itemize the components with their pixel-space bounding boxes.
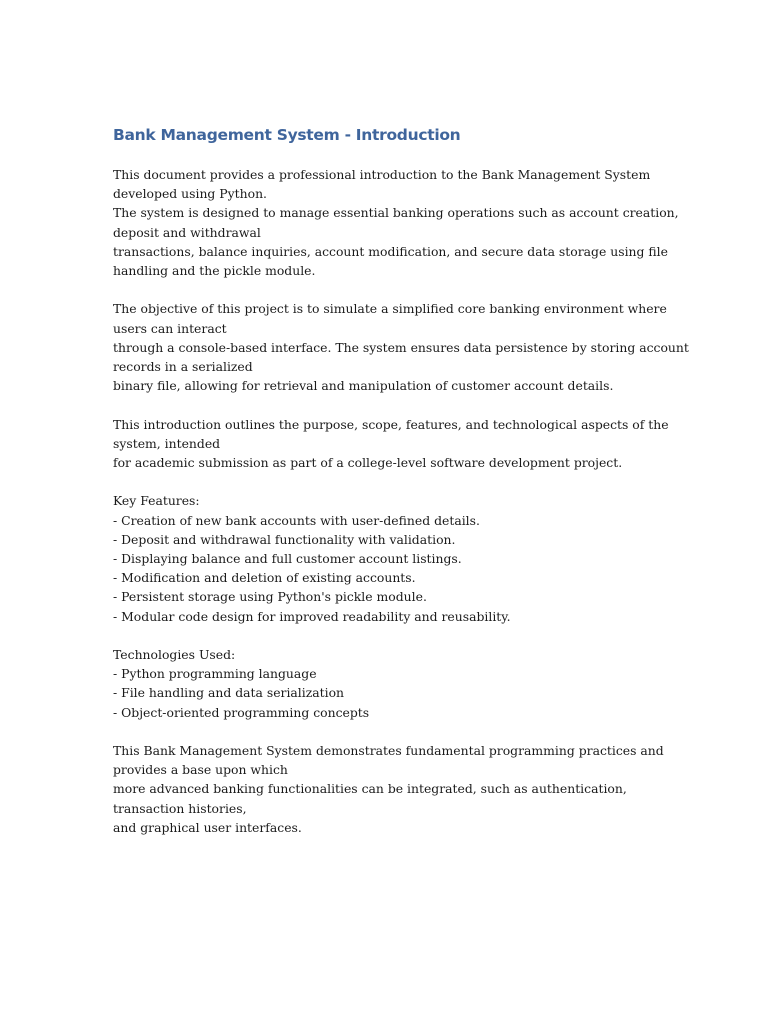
text-line: records in a serialized [113,359,253,375]
text-line: more advanced banking functionalities can be integrated, such as authentication, [113,781,627,797]
text-line: and graphical user interfaces. [113,819,302,835]
text-line: transactions, balance inquiries, account modification, and secure data storage using file [113,243,668,259]
text-line: This introduction outlines the purpose, scope, features, and technological aspects of the [113,416,669,432]
text-line: developed using Python. [113,186,267,202]
text-line: for academic submission as part of a college-level software development project. [113,455,623,471]
text-line: transaction histories, [113,800,247,816]
paragraph-objective [113,299,689,395]
list-item: - Python programming language [113,666,317,682]
text-line: binary file, allowing for retrieval and manipulation of customer account details. [113,378,614,394]
paragraph-technologies [113,645,653,722]
text-line: The objective of this project is to simulate a simplified core banking environment where [113,301,667,317]
text-line: handling and the pickle module. [113,263,316,279]
list-item: - Modular code design for improved readability and reusability. [113,608,511,624]
list-item: - Object-oriented programming concepts [113,704,370,720]
paragraph-intro [113,165,679,280]
text-line: users can interact [113,320,227,336]
paragraph-scope [113,415,669,473]
list-item: - Creation of new bank accounts with user-defined details. [113,512,480,528]
text-line: This document provides a professional introduction to the Bank Management System [113,167,651,182]
list-item: - File handling and data serialization [113,685,345,701]
text-line: This Bank Management System demonstrates fundamental programming practices and [113,743,664,759]
text-line: The system is designed to manage essential banking operations such as account creation, [113,205,679,221]
section-heading-technologies: Technologies Used: [113,647,236,663]
list-item: - Deposit and withdrawal functionality with validation. [113,531,456,547]
paragraph-key-features [113,491,653,625]
list-item: - Modification and deletion of existing accounts. [113,570,416,586]
section-heading-key-features: Key Features: [113,493,200,509]
text-line: deposit and withdrawal [113,224,261,240]
text-line: provides a base upon which [113,762,288,778]
list-item: - Displaying balance and full customer account listings. [113,551,462,567]
document-body [113,124,689,856]
list-item: - Persistent storage using Python's pickle module. [113,589,427,605]
text-line: through a console-based interface. The system ensures data persistence by storing account [113,339,689,355]
text-line: system, intended [113,435,221,451]
document-title: Bank Management System - Introduction [113,126,461,144]
paragraph-conclusion [113,741,664,837]
